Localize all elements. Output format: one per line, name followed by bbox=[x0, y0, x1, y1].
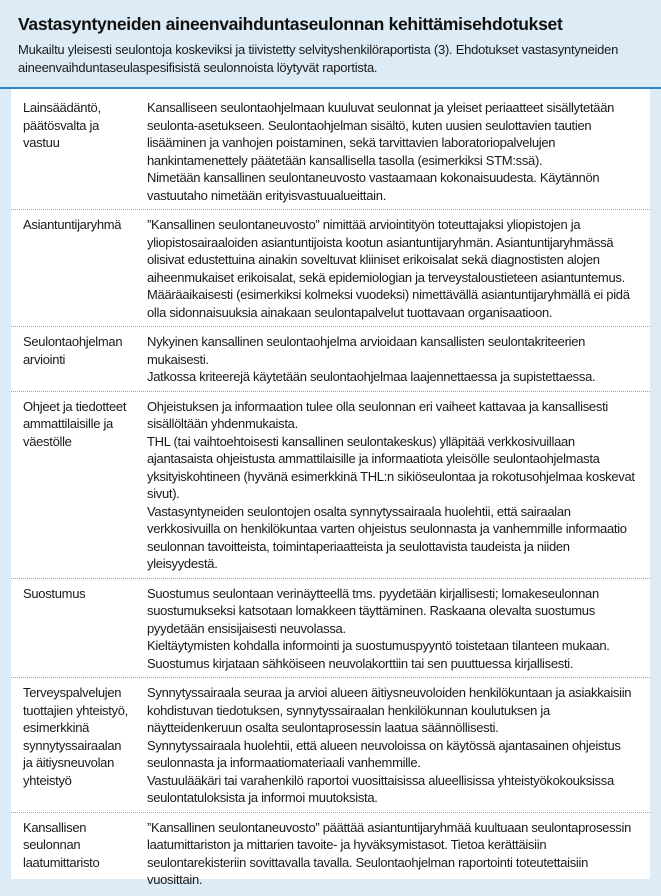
table-row bbox=[11, 327, 650, 392]
row-label: Ohjeet ja tiedotteet ammattilaisille ja väestölle bbox=[23, 398, 127, 449]
box-header bbox=[0, 0, 661, 77]
row-paragraph: Vastasyntyneiden seulontojen osalta synnytyssairaala huolehtii, että sairaalan verkkosivuilla on henkilökuntaa varten ohjeistus seulonnasta ja vanhemmille informaatio seulonnan tavoitteista, toimintaperiaatteista ja seulottavista taudeista ja niiden yleisyydestä. bbox=[147, 503, 627, 571]
table-row bbox=[11, 392, 650, 579]
row-paragraph: Kansalliseen seulontaohjelmaan kuuluvat seulonnat ja yleiset periaatteet sisällytetään seulonta-asetukseen. Seulontaohjelman sisältö, kuten uusien seulottavien tautien lisääminen ja vanhojen poistaminen, sekä tarvittavien laboratoriopalvelujen hankintamenettely päätetään kansallisella tasolla (esimerkiksi STM:ssä). bbox=[147, 100, 615, 168]
row-paragraph: Suostumus seulontaan verinäytteellä tms. pyydetään kirjallisesti; lomakeseulonnan suostumukseksi katsotaan lomakkeen täyttäminen. Raskaana olevalta suostumus pyydetään ensisijaisesti neuvolassa. bbox=[147, 585, 599, 636]
row-paragraph: Vastuulääkäri tai varahenkilö raportoi vuosittaisissa alueellisissa yhteistyökokouksissa seulontatuloksista ja informoi muutoksista. bbox=[147, 772, 614, 805]
row-paragraph: THL (tai vaihtoehtoisesti kansallinen seulontakeskus) ylläpitää verkkosivuillaan ajantasaista ohjeistusta ammattilaisille ja informaatiota yleisölle seulontaohjelmasta yksityiskohtineen (hyvänä esimerkkinä THL:n sikiöseulontaa ja rokotusohjelmaa koskevat sivut). bbox=[147, 433, 635, 501]
row-paragraph: Ohjeistuksen ja informaation tulee olla seulonnan eri vaiheet kattavaa ja kansallisesti sisällöltään yhdenmukaista. bbox=[147, 398, 608, 431]
row-body bbox=[133, 333, 650, 386]
row-paragraph: Nykyinen kansallinen seulontaohjelma arvioidaan kansallisten seulontakriteerien mukaisesti. bbox=[147, 334, 586, 367]
row-label: Kansallisen seulonnan laatumittaristo bbox=[23, 819, 100, 870]
row-paragraph: ”Kansallinen seulontaneuvosto” päättää asiantuntijaryhmää kuultuaan seulontaprosessin laatumittariston ja mittarien tavoite- ja hyväksymistasot. Tietoa kerättäisiin seulontarekisteriin sovittavalla tavalla. Seulontaohjelman raportointi toteutettaisiin vuosittain. bbox=[147, 819, 632, 887]
row-paragraph: Kieltäytymisten kohdalla informointi ja suostumuspyyntö toistetaan tilanteen mukaan. bbox=[147, 638, 610, 653]
table-row bbox=[11, 93, 650, 210]
row-paragraph: ”Kansallinen seulontaneuvosto” nimittää arviointityön toteuttajaksi yliopistojen ja yliopistosairaaloiden asiantuntijoista kootun asiantuntijaryhmän. Asiantuntijaryhmässä olisivat edustettuina ainakin soveltuvat kliiniset erikoisalat sekä diagnostisten alojen aiheenmukaiset erikoisalat, sekä epidemiologian ja terveystaloustieteen asiantuntemus. Määräaikaisesti (esimerkiksi kolmeksi vuodeksi) nimettävällä asiantuntijaryhmällä ei pidä olla sidonnaisuuksia ainakaan seulontapalvelut tuottavaan organisaatioon. bbox=[147, 217, 630, 320]
row-label: Asiantuntijaryhmä bbox=[23, 217, 122, 232]
row-paragraph: Suostumus kirjataan sähköiseen neuvolakorttiin tai sen puuttuessa kirjallisesti. bbox=[147, 655, 574, 671]
page-title: Vastasyntyneiden aineenvaihduntaseulonnan kehittämisehdotukset bbox=[18, 14, 563, 34]
row-paragraph: Synnytyssairaala huolehtii, että alueen neuvoloissa on käytössä ajantasainen ohjeistus seulonnasta ja informaatiomateriaali vanhemmille. bbox=[147, 737, 621, 770]
row-label: Seulontaohjelman arviointi bbox=[23, 334, 123, 367]
row-body bbox=[133, 684, 650, 807]
row-paragraph: Nimetään kansallinen seulontaneuvosto vastaamaan kokonaisuudesta. Käytännön vastuutaho nimetään erityisvastuualueittain. bbox=[147, 170, 600, 203]
row-body bbox=[133, 99, 650, 204]
table-row bbox=[11, 813, 650, 894]
table-row bbox=[11, 678, 650, 813]
row-body bbox=[133, 216, 650, 321]
table-row bbox=[11, 579, 650, 679]
page-subtitle: Mukailtu yleisesti seulontoja koskeviksi ja tiivistetty selvityshenkilöraportista (3). Ehdotukset vastasyntyneiden aineenvaihduntaseulaspesifisistä seulonnoista löytyvät raportista. bbox=[18, 42, 619, 75]
row-label: Lainsäädäntö, päätösvalta ja vastuu bbox=[23, 100, 101, 150]
row-body bbox=[133, 819, 650, 889]
row-body bbox=[133, 585, 650, 673]
row-paragraph: Synnytyssairaala seuraa ja arvioi alueen äitiysneuvoloiden henkilökuntaan ja asiakkaisiin kohdistuvan tiedotuksen, synnytyssairaalan henkilökunnan koulutuksen ja näytteidenkeruun osalta seulontaprosessin laatua säännöllisesti. bbox=[147, 685, 632, 735]
recommendations-table bbox=[11, 89, 650, 887]
row-label: Terveyspalvelujen tuottajien yhteistyö, esimerkkinä synnytyssairaalan ja äitiysneuvolan yhteistyö bbox=[23, 685, 128, 788]
table-row bbox=[11, 210, 650, 327]
row-paragraph: Jatkossa kriteerejä käytetään seulontaohjelmaa laajennettaessa ja supistettaessa. bbox=[147, 369, 596, 384]
row-body bbox=[133, 398, 650, 573]
row-label: Suostumus bbox=[23, 585, 86, 601]
